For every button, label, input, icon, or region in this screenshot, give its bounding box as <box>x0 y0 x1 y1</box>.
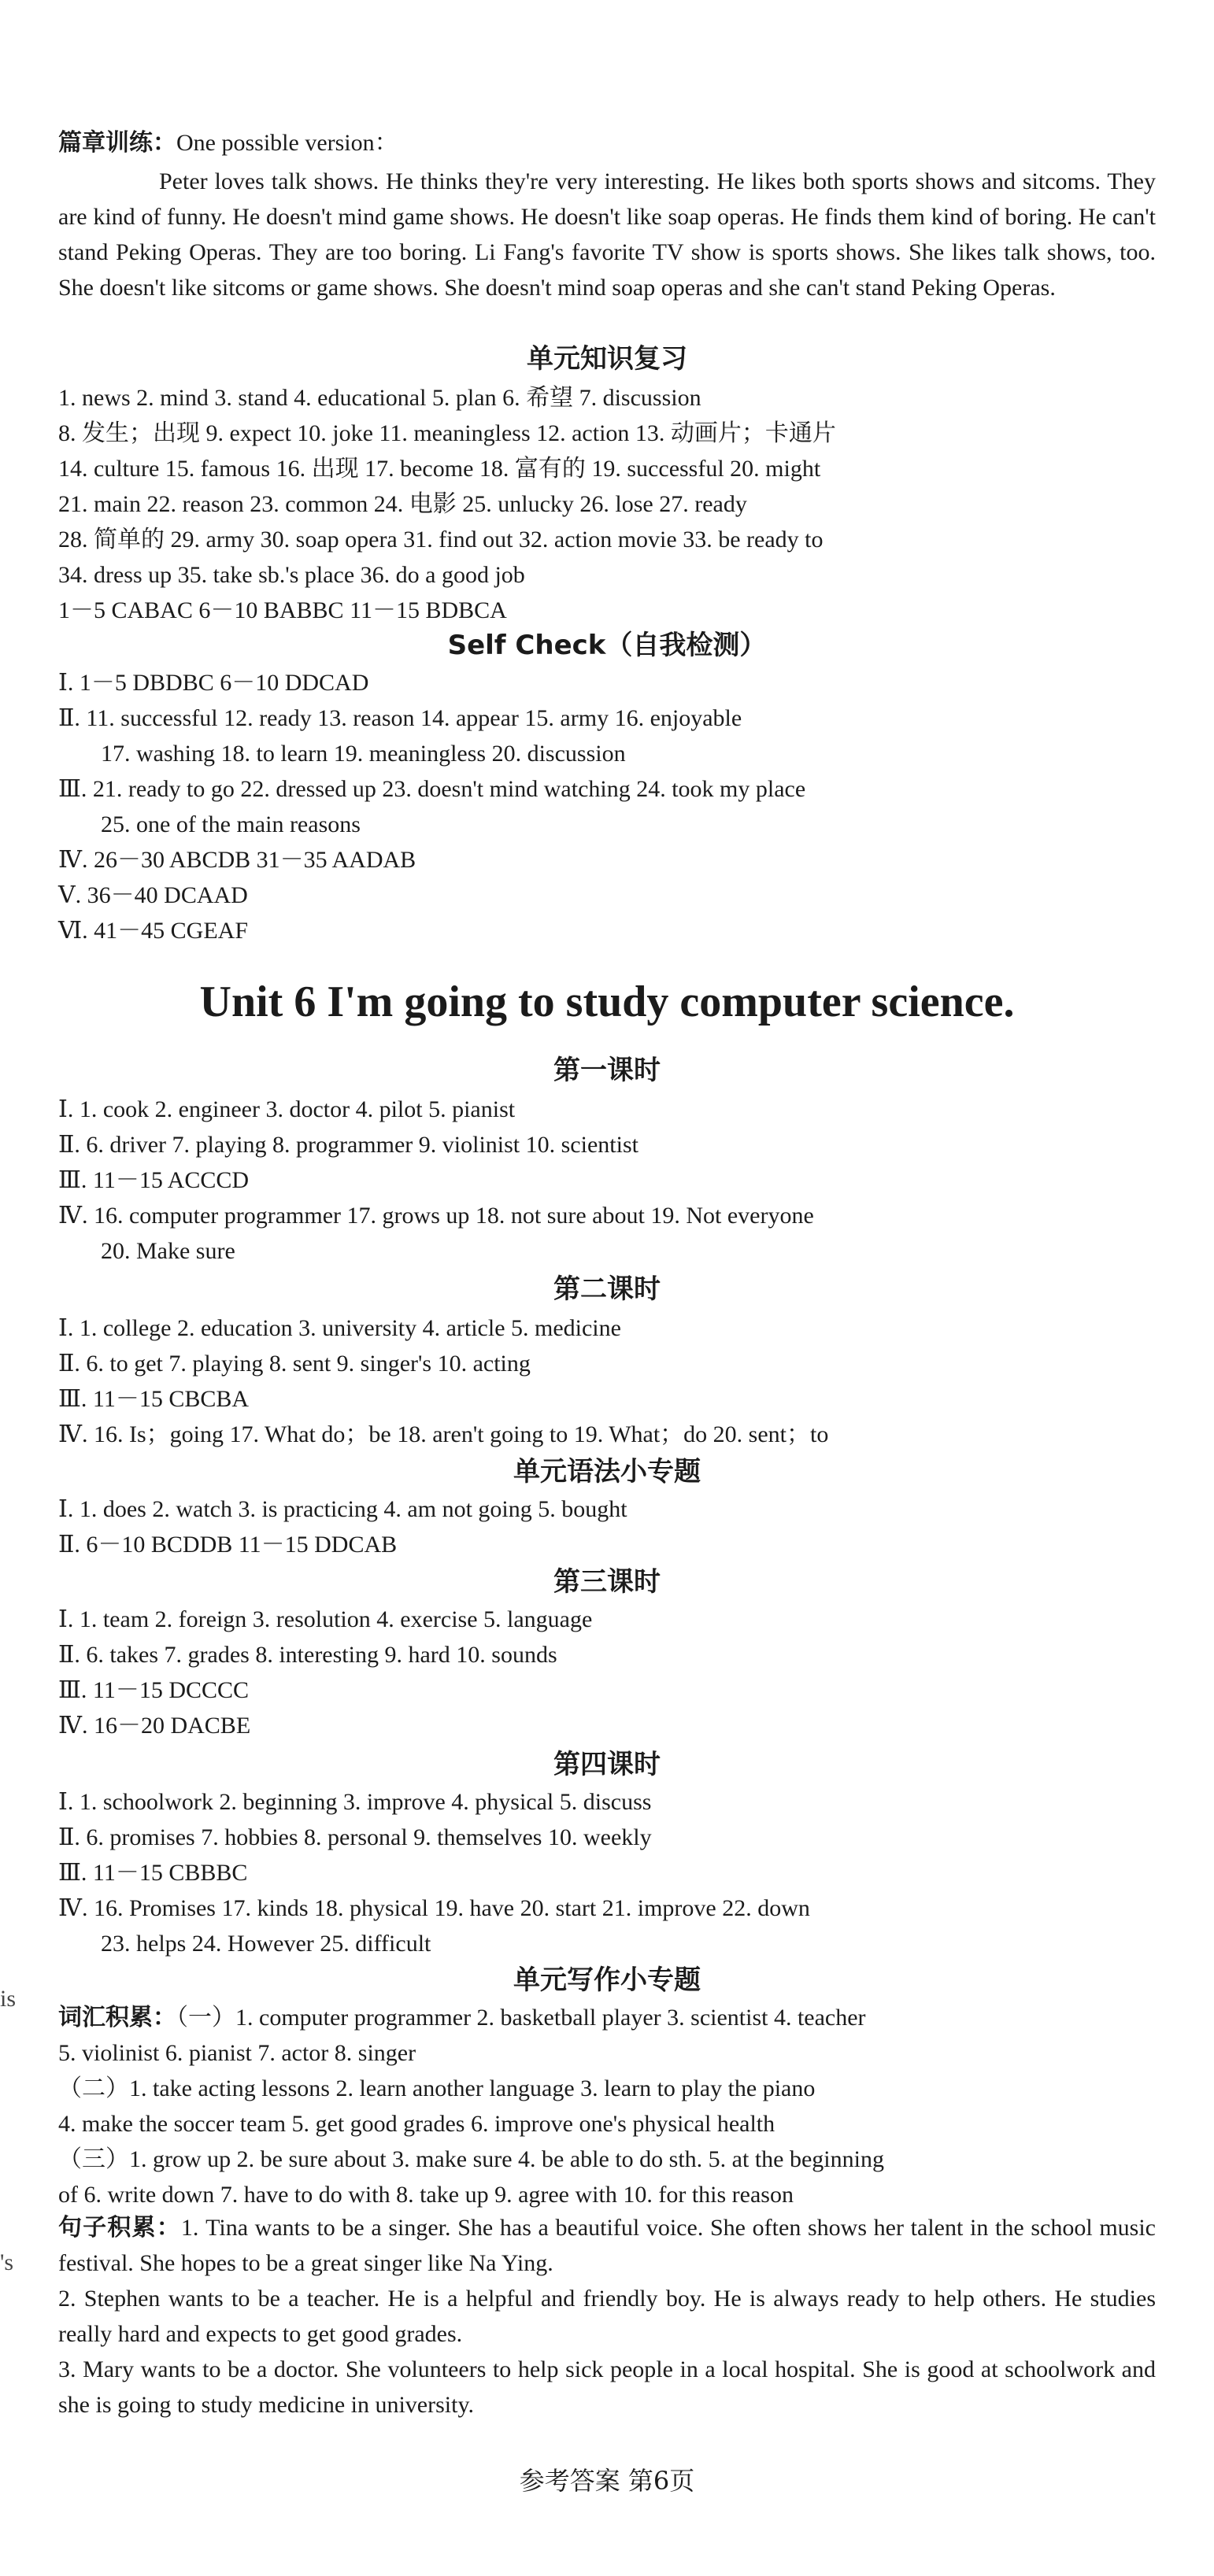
self-check-line: Ⅳ. 26－30 ABCDB 31－35 AADAB <box>58 847 416 873</box>
writing-heading: 单元写作小专题 <box>513 1964 701 1996</box>
sentence-2: 2. Stephen wants to be a teacher. He is a helpful and friendly boy. He is always ready to help others. He studies really hard and expects to get good grades. <box>58 2286 1156 2347</box>
unit-title: Unit 6 I'm going to study computer science. <box>199 978 1015 1026</box>
lesson2-heading: 第二课时 <box>553 1273 661 1305</box>
lesson4-line: Ⅰ. 1. schoolwork 2. beginning 3. improve 4. physical 5. discuss <box>58 1789 652 1815</box>
essay-header <box>58 128 1160 159</box>
essay-text: Peter loves talk shows. He thinks they're very interesting. He likes both sports shows and sitcoms. They are kind of funny. He doesn't mind game shows. He doesn't like soap operas. He finds them kind of boring. He can't stand Peking Operas. They are too boring. Li Fang's favorite TV show is sports shows. She likes talk shows, too. She doesn't like sitcoms or game shows. She doesn't mind soap operas and she can't stand Peking Operas. <box>58 168 1156 301</box>
review-line: 14. culture 15. famous 16. 出现 17. become 18. 富有的 19. successful 20. might <box>58 456 821 482</box>
review-line: 1－5 CABAC 6－10 BABBC 11－15 BDBCA <box>58 597 507 623</box>
grammar-line: Ⅱ. 6－10 BCDDB 11－15 DDCAB <box>58 1532 398 1558</box>
page-footer: 参考答案 第6页 <box>519 2466 695 2496</box>
vocab-label: 词汇积累： <box>58 2004 176 2031</box>
lesson3-line: Ⅱ. 6. takes 7. grades 8. interesting 9. hard 10. sounds <box>58 1642 557 1668</box>
vocab-line: （三）1. grow up 2. be sure about 3. make sure 4. be able to do sth. 5. at the beginning <box>58 2146 884 2172</box>
lesson1-line: Ⅰ. 1. cook 2. engineer 3. doctor 4. pilot 5. pianist <box>58 1096 516 1122</box>
lesson2-line: Ⅰ. 1. college 2. education 3. university 4. article 5. medicine <box>58 1315 621 1341</box>
lesson3-heading: 第三课时 <box>553 1566 661 1598</box>
self-check-line: Ⅴ. 36－40 DCAAD <box>58 882 248 908</box>
essay-intro: One possible version： <box>176 130 398 156</box>
vocab-line: （二）1. take acting lessons 2. learn another language 3. learn to play the piano <box>58 2075 816 2101</box>
lesson2-line: Ⅲ. 11－15 CBCBA <box>58 1386 250 1412</box>
review-line: 21. main 22. reason 23. common 24. 电影 25. unlucky 26. lose 27. ready <box>58 491 747 517</box>
review-line: 28. 简单的 29. army 30. soap opera 31. find out 32. action movie 33. be ready to <box>58 527 824 553</box>
lesson3-line: Ⅰ. 1. team 2. foreign 3. resolution 4. exercise 5. language <box>58 1606 593 1632</box>
margin-mark: 's <box>0 2249 14 2275</box>
self-check-line: Ⅵ. 41－45 CGEAF <box>58 918 249 944</box>
lesson2-line: Ⅳ. 16. Is；going 17. What do；be 18. aren't going to 19. What；do 20. sent；to <box>58 1421 829 1447</box>
sentence-text: 1. Tina wants to be a singer. She has a beautiful voice. She often shows her talent in the school music festival. She hopes to be a great singer like Na Ying. <box>58 2215 1156 2276</box>
lesson4-heading: 第四课时 <box>553 1749 661 1780</box>
sentence-1 <box>58 2210 1156 2281</box>
vocab-text: （一）1. computer programmer 2. basketball player 3. scientist 4. teacher <box>176 2005 866 2031</box>
lesson4-line: Ⅲ. 11－15 CBBBC <box>58 1860 248 1886</box>
grammar-line: Ⅰ. 1. does 2. watch 3. is practicing 4. am not going 5. bought <box>58 1496 627 1522</box>
sentence-label: 句子积累： <box>58 2214 181 2242</box>
review-line: 8. 发生；出现 9. expect 10. joke 11. meaningless 12. action 13. 动画片；卡通片 <box>58 420 836 446</box>
vocab-line: 5. violinist 6. pianist 7. actor 8. singer <box>58 2040 416 2066</box>
vocab-line <box>58 2002 1160 2034</box>
review-heading: 单元知识复习 <box>527 343 687 375</box>
self-check-line: Ⅲ. 21. ready to go 22. dressed up 23. doesn't mind watching 24. took my place <box>58 776 806 802</box>
margin-mark: is <box>0 1986 17 2012</box>
lesson4-line: Ⅱ. 6. promises 7. hobbies 8. personal 9. themselves 10. weekly <box>58 1824 652 1850</box>
lesson4-line: 23. helps 24. However 25. difficult <box>101 1931 431 1957</box>
self-check-line: Ⅰ. 1－5 DBDBC 6－10 DDCAD <box>58 670 369 696</box>
essay-label: 篇章训练： <box>58 129 176 157</box>
self-check-heading: Self Check（自我检测） <box>447 630 767 661</box>
vocab-line: 4. make the soccer team 5. get good grades 6. improve one's physical health <box>58 2111 775 2137</box>
lesson2-line: Ⅱ. 6. to get 7. playing 8. sent 9. singer's 10. acting <box>58 1351 531 1377</box>
lesson1-line: Ⅱ. 6. driver 7. playing 8. programmer 9. violinist 10. scientist <box>58 1132 638 1158</box>
review-line: 34. dress up 35. take sb.'s place 36. do a good job <box>58 562 525 588</box>
lesson3-line: Ⅲ. 11－15 DCCCC <box>58 1677 250 1703</box>
sentence-3: 3. Mary wants to be a doctor. She volunteers to help sick people in a local hospital. She is good at schoolwork and she is going to study medicine in university. <box>58 2356 1156 2418</box>
self-check-line: Ⅱ. 11. successful 12. ready 13. reason 14. appear 15. army 16. enjoyable <box>58 705 742 731</box>
lesson4-line: Ⅳ. 16. Promises 17. kinds 18. physical 19. have 20. start 21. improve 22. down <box>58 1895 810 1921</box>
vocab-line: of 6. write down 7. have to do with 8. take up 9. agree with 10. for this reason <box>58 2182 794 2208</box>
lesson1-heading: 第一课时 <box>553 1055 661 1086</box>
lesson1-line: Ⅳ. 16. computer programmer 17. grows up 18. not sure about 19. Not everyone <box>58 1203 814 1229</box>
lesson3-line: Ⅳ. 16－20 DACBE <box>58 1713 251 1739</box>
self-check-line: 25. one of the main reasons <box>101 811 361 837</box>
grammar-heading: 单元语法小专题 <box>513 1456 701 1488</box>
review-line: 1. news 2. mind 3. stand 4. educational 5. plan 6. 希望 7. discussion <box>58 385 701 411</box>
lesson1-line: 20. Make sure <box>101 1238 235 1264</box>
self-check-line: 17. washing 18. to learn 19. meaningless 20. discussion <box>101 741 626 767</box>
lesson1-line: Ⅲ. 11－15 ACCCD <box>58 1167 250 1193</box>
